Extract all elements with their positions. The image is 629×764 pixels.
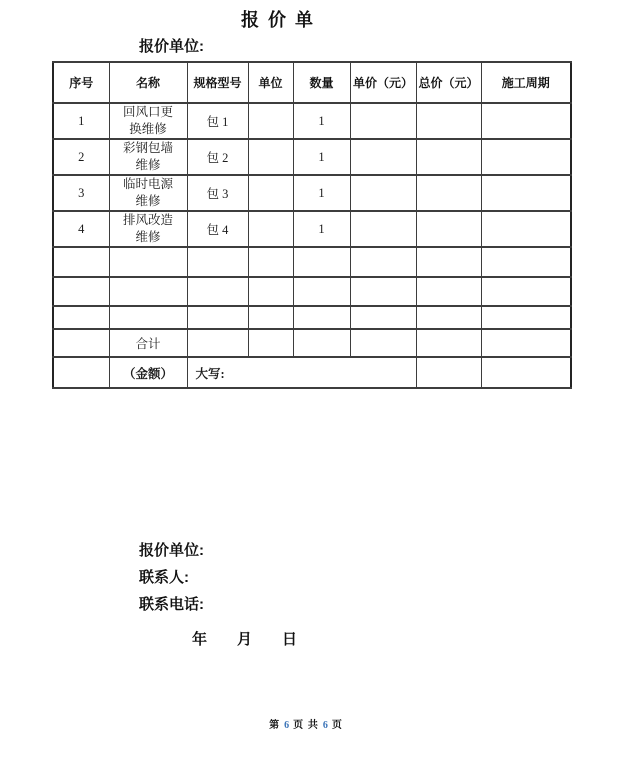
cell-spec: 包 2 (187, 139, 248, 175)
cell-total-price (416, 139, 481, 175)
empty-cell (416, 277, 481, 306)
col-header-total-price: 总价（元） (416, 62, 481, 103)
cell-unit (248, 103, 293, 139)
total-label: 合计 (109, 329, 187, 357)
empty-cell (293, 277, 350, 306)
col-header-period: 施工周期 (481, 62, 571, 103)
empty-cell (350, 329, 416, 357)
signature-quote-unit-label: 报价单位: (139, 542, 204, 559)
table-total-row (53, 329, 571, 357)
empty-cell (53, 306, 109, 329)
cell-unit-price (350, 175, 416, 211)
empty-cell (53, 329, 109, 357)
cell-no: 4 (53, 211, 109, 247)
footer-text: 页 (331, 720, 343, 731)
cell-spec: 包 4 (187, 211, 248, 247)
table-row (53, 211, 571, 247)
cell-period (481, 103, 571, 139)
col-header-qty: 数量 (293, 62, 350, 103)
footer-text: 第 (269, 720, 281, 731)
empty-cell (109, 277, 187, 306)
cell-name-text: 回风口更换维修 (122, 105, 173, 136)
col-header-unit: 单位 (248, 62, 293, 103)
cell-qty: 1 (293, 211, 350, 247)
cell-total-price (416, 175, 481, 211)
quote-table (52, 61, 572, 389)
table-empty-row (53, 247, 571, 277)
cell-name-text: 临时电源维修 (122, 177, 173, 208)
col-header-name: 名称 (109, 62, 187, 103)
empty-cell (350, 277, 416, 306)
signature-contact-label: 联系人: (139, 569, 189, 586)
cell-name (109, 103, 187, 139)
page-footer (0, 716, 612, 731)
cell-unit (248, 175, 293, 211)
cell-qty: 1 (293, 139, 350, 175)
table-row (53, 175, 571, 211)
empty-cell (293, 329, 350, 357)
cell-qty: 1 (293, 103, 350, 139)
cell-period (481, 175, 571, 211)
empty-cell (248, 277, 293, 306)
cell-name (109, 211, 187, 247)
cell-name-text: 排风改造维修 (122, 213, 173, 244)
empty-cell (248, 247, 293, 277)
empty-cell (416, 329, 481, 357)
empty-cell (187, 306, 248, 329)
empty-cell (187, 329, 248, 357)
empty-cell (53, 357, 109, 388)
cell-period (481, 211, 571, 247)
empty-cell (416, 306, 481, 329)
empty-cell (293, 247, 350, 277)
col-header-unit-price: 单价（元） (350, 62, 416, 103)
empty-cell (481, 247, 571, 277)
signature-block (139, 537, 297, 653)
cell-spec: 包 3 (187, 175, 248, 211)
table-empty-row (53, 306, 571, 329)
empty-cell (350, 247, 416, 277)
cell-unit-price (350, 139, 416, 175)
table-row (53, 139, 571, 175)
cell-total-price (416, 103, 481, 139)
quote-unit-label: 报价单位: (139, 38, 204, 55)
cell-no: 1 (53, 103, 109, 139)
footer-total-pages: 6 (322, 720, 328, 731)
table-empty-row (53, 277, 571, 306)
empty-cell (416, 357, 481, 388)
cell-unit-price (350, 103, 416, 139)
empty-cell (350, 306, 416, 329)
signature-date-line: 年 月 日 (192, 631, 298, 648)
table-row (53, 103, 571, 139)
empty-cell (481, 306, 571, 329)
page-title: 报 价 单 (241, 10, 316, 30)
col-header-spec: 规格型号 (187, 62, 248, 103)
cell-name-text: 彩钢包墙维修 (122, 141, 173, 172)
cell-period (481, 139, 571, 175)
empty-cell (109, 306, 187, 329)
empty-cell (416, 247, 481, 277)
empty-cell (187, 277, 248, 306)
cell-no: 2 (53, 139, 109, 175)
cell-unit (248, 211, 293, 247)
table-header-row (53, 62, 571, 103)
empty-cell (248, 329, 293, 357)
cell-unit-price (350, 211, 416, 247)
empty-cell (248, 306, 293, 329)
cell-unit (248, 139, 293, 175)
cell-qty: 1 (293, 175, 350, 211)
empty-cell (187, 247, 248, 277)
empty-cell (481, 357, 571, 388)
col-header-no: 序号 (53, 62, 109, 103)
cell-name (109, 139, 187, 175)
cell-total-price (416, 211, 481, 247)
footer-page-number: 6 (284, 720, 290, 731)
empty-cell (109, 247, 187, 277)
empty-cell (293, 306, 350, 329)
empty-cell (481, 277, 571, 306)
table-amount-row (53, 357, 571, 388)
footer-text: 页 共 (293, 720, 319, 731)
amount-in-words-label: 大写: (187, 357, 416, 388)
cell-spec: 包 1 (187, 103, 248, 139)
signature-phone-label: 联系电话: (139, 596, 204, 613)
empty-cell (53, 277, 109, 306)
empty-cell (481, 329, 571, 357)
cell-name (109, 175, 187, 211)
cell-no: 3 (53, 175, 109, 211)
empty-cell (53, 247, 109, 277)
amount-label: （金额） (109, 357, 187, 388)
